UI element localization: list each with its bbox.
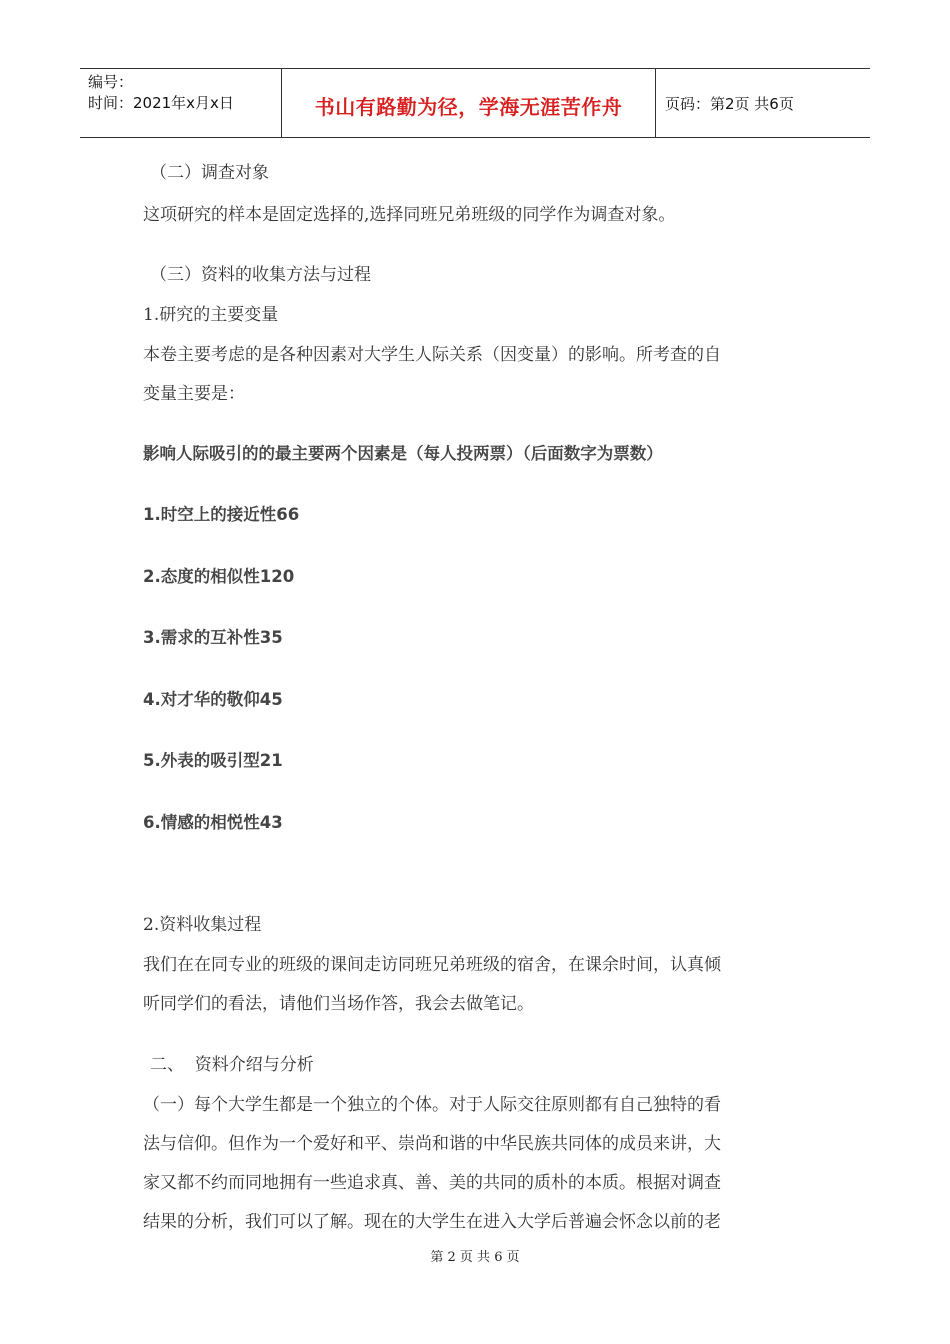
header-divider (655, 69, 656, 137)
factor-item: 3.需求的互补性35 (143, 628, 283, 647)
number-label: 编号： (88, 73, 134, 91)
paragraph-line: 本卷主要考虑的是各种因素对大学生人际关系（因变量）的影响。所考查的自 (143, 345, 721, 365)
section-heading: （二）调查对象 (150, 163, 269, 183)
factors-heading: 影响人际吸引的的最主要两个因素是（每人投两票）（后面数字为票数） (143, 444, 663, 463)
section-heading: （三）资料的收集方法与过程 (150, 265, 371, 285)
paragraph-line: （一）每个大学生都是一个独立的个体。对于人际交往原则都有自己独特的看 (143, 1095, 721, 1115)
paragraph-line: 我们在在同专业的班级的课间走访同班兄弟班级的宿舍，在课余时间，认真倾 (143, 955, 721, 975)
header-meta (88, 72, 234, 114)
paragraph-line: 这项研究的样本是固定选择的,选择同班兄弟班级的同学作为调查对象。 (143, 205, 676, 225)
section-heading: 二、 资料介绍与分析 (150, 1055, 314, 1075)
paragraph-line: 家又都不约而同地拥有一些追求真、善、美的共同的质朴的本质。根据对调查 (143, 1173, 721, 1193)
factor-item: 4.对才华的敬仰45 (143, 690, 283, 709)
factor-item: 6.情感的相悦性43 (143, 813, 283, 832)
subsection-heading: 2.资料收集过程 (143, 915, 262, 935)
paragraph-line: 变量主要是： (143, 384, 245, 404)
header-motto: 书山有路勤为径，学海无涯苦作舟 (314, 95, 623, 119)
paragraph-line: 结果的分析，我们可以了解。现在的大学生在进入大学后普遍会怀念以前的老 (143, 1212, 721, 1232)
date-label: 时间：2021年x月x日 (88, 94, 234, 112)
factor-item: 5.外表的吸引型21 (143, 751, 283, 770)
page-footer: 第 2 页 共 6 页 (430, 1250, 520, 1265)
factor-item: 2.态度的相似性120 (143, 567, 295, 586)
paragraph-line: 法与信仰。但作为一个爱好和平、崇尚和谐的中华民族共同体的成员来讲，大 (143, 1134, 721, 1154)
paragraph-line: 听同学们的看法，请他们当场作答，我会去做笔记。 (143, 994, 534, 1014)
subsection-heading: 1.研究的主要变量 (143, 305, 279, 325)
header-page-info: 页码：第2页 共6页 (665, 95, 794, 113)
factor-item: 1.时空上的接近性66 (143, 505, 300, 524)
document-header (80, 68, 870, 138)
